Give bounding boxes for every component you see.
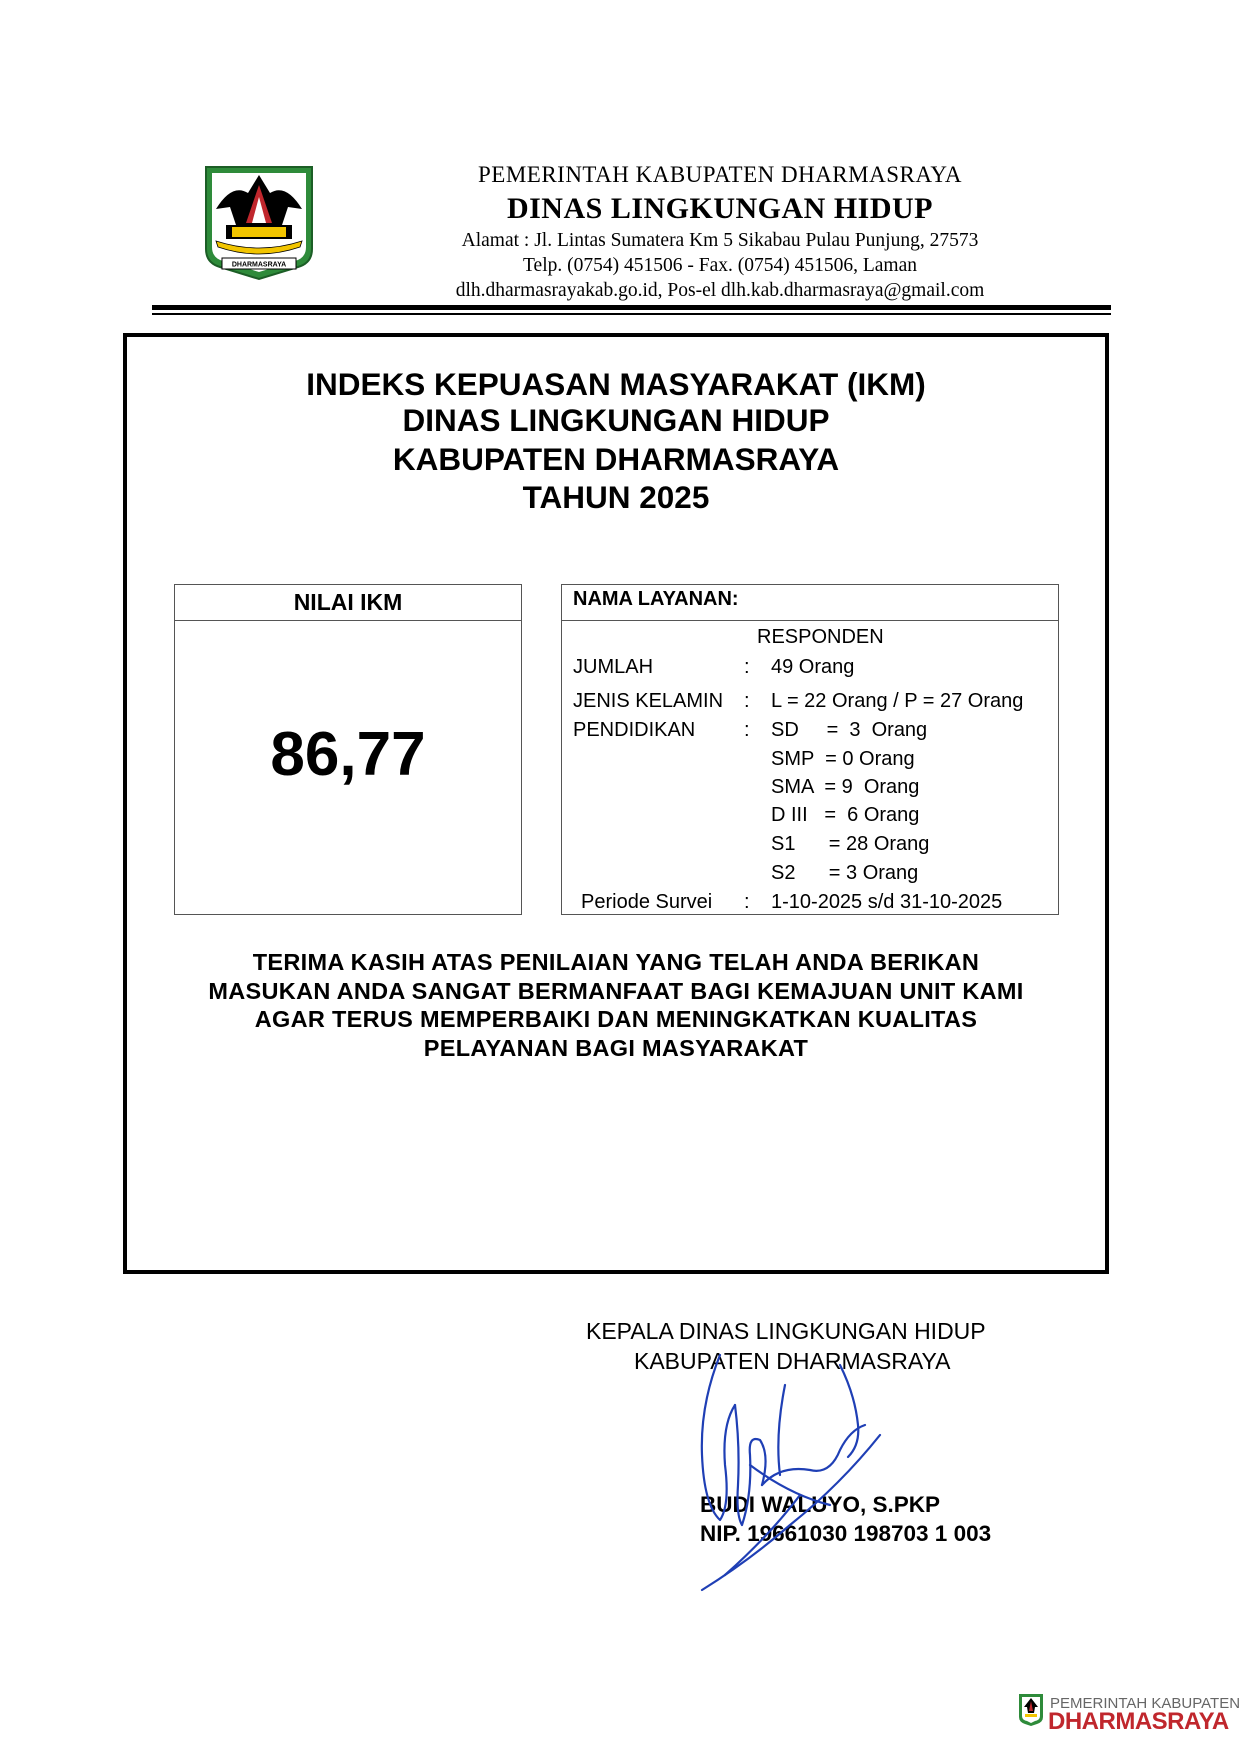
pendidikan-s1: S1 = 28 Orang [771, 833, 930, 855]
title-line-year: TAHUN 2025 [522, 479, 710, 515]
row-separator: : [744, 656, 750, 678]
title-line-regency: KABUPATEN DHARMASRAYA [392, 441, 840, 477]
letterhead-rule-thin [152, 313, 1111, 315]
footer-brand-wordmark: DHARMASRAYA [1048, 1708, 1229, 1735]
row-value-pendidikan-sd: SD = 3 Orang [771, 719, 928, 741]
title-line-ikm: INDEKS KEPUASAN MASYARAKAT (IKM) [306, 366, 926, 402]
row-label-jenis-kelamin: JENIS KELAMIN [573, 690, 724, 712]
signatory-nip: NIP. 19661030 198703 1 003 [700, 1521, 992, 1546]
pendidikan-s2: S2 = 3 Orang [771, 862, 919, 884]
letterhead-department: DINAS LINGKUNGAN HIDUP [506, 192, 934, 225]
handwritten-signature [680, 1345, 900, 1605]
row-separator: : [744, 719, 750, 741]
title-line-department: DINAS LINGKUNGAN HIDUP [402, 402, 830, 438]
row-value-jenis-kelamin: L = 22 Orang / P = 27 Orang [771, 690, 1024, 712]
row-label-jumlah: JUMLAH [573, 656, 654, 678]
thanks-message-line: AGAR TERUS MEMPERBAIKI DAN MENINGKATKAN KUALITAS [254, 1006, 978, 1032]
row-separator: : [744, 690, 750, 712]
footer-government-label: PEMERINTAH KABUPATEN [1050, 1695, 1241, 1712]
letterhead-rule-thick [152, 305, 1111, 310]
thanks-message-line: MASUKAN ANDA SANGAT BERMANFAAT BAGI KEMAJUAN UNIT KAMI [208, 978, 1024, 1004]
letterhead-address-line: Alamat : Jl. Lintas Sumatera Km 5 Sikabau Pulau Punjung, 27573 [461, 230, 979, 251]
row-separator: : [744, 891, 750, 913]
footer-emblem-icon [1018, 1693, 1044, 1727]
pendidikan-sma: SMA = 9 Orang [771, 776, 920, 798]
service-name-header: NAMA LAYANAN: [561, 584, 1059, 621]
row-label-periode: Periode Survei [581, 891, 713, 913]
thanks-message-line: PELAYANAN BAGI MASYARAKAT [423, 1035, 809, 1061]
row-label-pendidikan: PENDIDIKAN [573, 719, 696, 741]
pendidikan-smp: SMP = 0 Orang [771, 748, 915, 770]
pendidikan-diii: D III = 6 Orang [771, 804, 920, 826]
thanks-message-line: TERIMA KASIH ATAS PENILAIAN YANG TELAH ANDA BERIKAN [252, 949, 980, 975]
ikm-score-header: NILAI IKM [174, 584, 522, 621]
signatory-title: KEPALA DINAS LINGKUNGAN HIDUP [586, 1318, 986, 1344]
row-value-jumlah: 49 Orang [771, 656, 855, 678]
regency-emblem [202, 163, 316, 283]
signatory-regency: KABUPATEN DHARMASRAYA [634, 1348, 951, 1374]
respondent-heading: RESPONDEN [757, 626, 884, 648]
letterhead-government: PEMERINTAH KABUPATEN DHARMASRAYA [477, 162, 963, 187]
ikm-score-value: 86,77 [270, 720, 426, 789]
signatory-name: BUDI WALUYO, S.PKP [700, 1492, 941, 1517]
svg-text:DHARMASRAYA: DHARMASRAYA [231, 261, 287, 269]
letterhead-web-email-line: dlh.dharmasrayakab.go.id, Pos-el dlh.kab.dharmasraya@gmail.com [455, 280, 985, 301]
letterhead-contact-line: Telp. (0754) 451506 - Fax. (0754) 451506, Laman [523, 255, 917, 276]
row-value-periode: 1-10-2025 s/d 31-10-2025 [771, 891, 1003, 913]
